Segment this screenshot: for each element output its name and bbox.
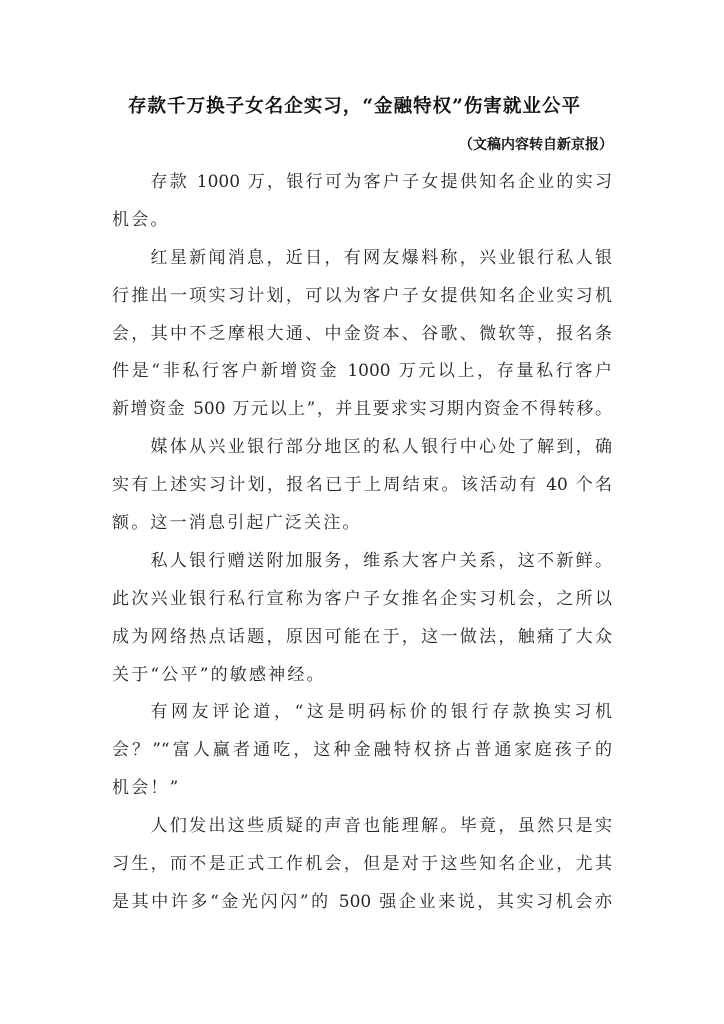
paragraph-5 (112, 694, 612, 808)
text-line: 新增资金 500 万元以上”，并且要求实习期内资金不得转移。 (112, 399, 612, 420)
text-line: 存款 1000 万，银行可为客户子女提供知名企业的实习 (150, 172, 612, 192)
text-line: 会？”“富人赢者通吃，这种金融特权挤占普通家庭孩子的 (112, 740, 612, 761)
text-line: 此次兴业银行私行宣称为客户子女推名企实习机会，之所以 (112, 588, 612, 609)
text-line: 成为网络热点话题，原因可能在于，这一做法，触痛了大众 (112, 626, 612, 647)
text-line: 件是“非私行客户新增资金 1000 万元以上，存量私行客户 (112, 361, 612, 382)
text-line: 习生，而不是正式工作机会，但是对于这些知名企业，尤其 (112, 854, 612, 875)
text-line: 有网友评论道，“这是明码标价的银行存款换实习机 (150, 702, 612, 723)
text-line: 红星新闻消息，近日，有网友爆料称，兴业银行私人银 (150, 247, 612, 268)
text-line: 额。这一消息引起广泛关注。 (112, 513, 362, 534)
article-source-note: （文稿内容转自新京报） (459, 137, 613, 153)
text-line: 是其中许多“金光闪闪”的 500 强企业来说，其实习机会亦 (112, 891, 612, 912)
text-line: 关于“公平”的敏感神经。 (112, 664, 326, 685)
paragraph-6 (112, 808, 612, 922)
article-body (112, 164, 612, 922)
article-title: 存款千万换子女名企实习，“金融特权”伤害就业公平 (128, 96, 580, 117)
paragraph-4 (112, 543, 612, 695)
paragraph-3 (112, 429, 612, 543)
text-line: 机会。 (112, 209, 170, 230)
paragraph-1 (112, 164, 612, 240)
text-line: 会，其中不乏摩根大通、中金资本、谷歌、微软等，报名条 (112, 323, 612, 344)
text-line: 媒体从兴业银行部分地区的私人银行中心处了解到，确 (150, 437, 612, 458)
text-line: 私人银行赠送附加服务，维系大客户关系，这不新鲜。 (150, 550, 612, 571)
paragraph-2 (112, 240, 612, 429)
text-line: 机会！” (112, 778, 181, 799)
text-line: 行推出一项实习计划，可以为客户子女提供知名企业实习机 (112, 285, 612, 306)
text-line: 人们发出这些质疑的声音也能理解。毕竟，虽然只是实 (150, 816, 612, 837)
text-line: 实有上述实习计划，报名已于上周结束。该活动有 40 个名 (112, 475, 612, 496)
